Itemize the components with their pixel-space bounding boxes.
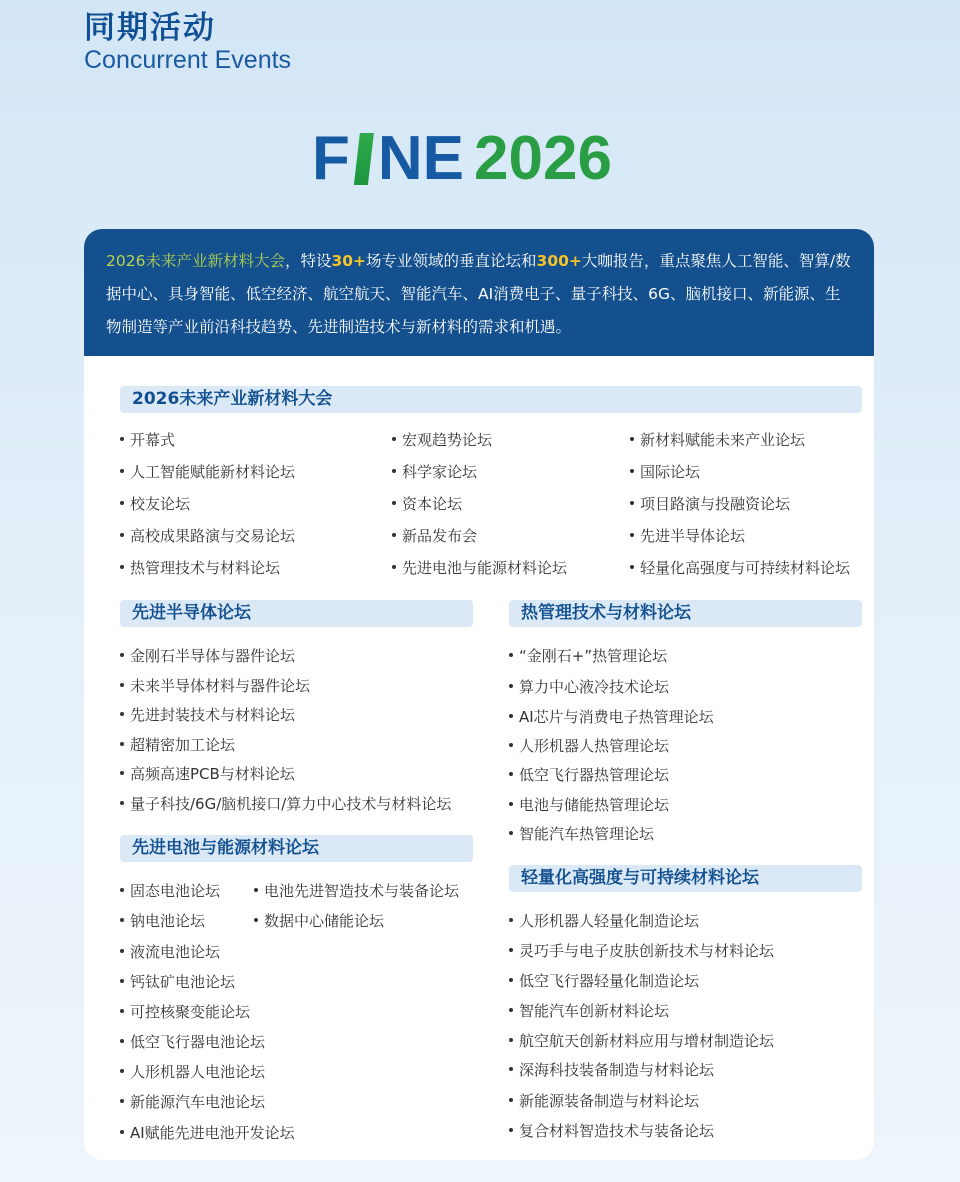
fine-2026-logo [312,124,652,194]
intro-text-1: ，特设 [284,252,332,270]
list-item: 算力中心液冷技术论坛 [509,677,669,697]
list-item: 固态电池论坛 [120,881,220,901]
logo-letters-ne: NE [377,124,465,193]
list-item: 灵巧手与电子皮肤创新技术与材料论坛 [509,941,774,961]
section-title-thermal: 热管理技术与材料论坛 [509,600,862,627]
list-item: AI赋能先进电池开发论坛 [120,1123,295,1143]
intro-forum-count: 30+ [331,252,367,270]
logo-i-mark-icon [354,133,374,185]
intro-text-2: 场专业领域的垂直论坛和 [366,252,537,270]
list-item: 人形机器人电池论坛 [120,1062,265,1082]
list-item: 新品发布会 [392,526,477,546]
list-item: 国际论坛 [630,462,700,482]
list-item: 未来半导体材料与器件论坛 [120,676,310,696]
section-title-main: 2026未来产业新材料大会 [120,386,862,413]
list-item: 电池与储能热管理论坛 [509,795,669,815]
list-item: 人工智能赋能新材料论坛 [120,462,295,482]
list-item: 高频高速PCB与材料论坛 [120,764,295,784]
list-item: 开幕式 [120,430,175,450]
list-item: 电池先进智造技术与装备论坛 [254,881,459,901]
list-item: 人形机器人热管理论坛 [509,736,669,756]
list-item: 钙钛矿电池论坛 [120,972,235,992]
list-item: 低空飞行器轻量化制造论坛 [509,971,699,991]
list-item: 新材料赋能未来产业论坛 [630,430,805,450]
list-item: 低空飞行器热管理论坛 [509,765,669,785]
list-item: 复合材料智造技术与装备论坛 [509,1121,714,1141]
list-item: 金刚石半导体与器件论坛 [120,646,295,666]
list-item: 智能汽车创新材料论坛 [509,1001,669,1021]
intro-conference-name: 2026未来产业新材料大会 [106,252,285,270]
list-item: 资本论坛 [392,494,462,514]
page-subtitle: Concurrent Events [84,46,292,74]
list-item: 深海科技装备制造与材料论坛 [509,1060,714,1080]
list-item: “金刚石+”热管理论坛 [509,646,667,666]
intro-report-count: 300+ [536,252,582,270]
list-item: 热管理技术与材料论坛 [120,558,280,578]
list-item: 超精密加工论坛 [120,735,235,755]
section-title-semiconductor: 先进半导体论坛 [120,600,473,627]
list-item: 可控核聚变能论坛 [120,1002,250,1022]
list-item: 智能汽车热管理论坛 [509,824,654,844]
list-item: 低空飞行器电池论坛 [120,1032,265,1052]
list-item: 科学家论坛 [392,462,477,482]
section-title-lightweight: 轻量化高强度与可持续材料论坛 [509,865,862,892]
list-item: 校友论坛 [120,494,190,514]
list-item: 轻量化高强度与可持续材料论坛 [630,558,850,578]
logo-year: 2026 [474,124,612,193]
list-item: 人形机器人轻量化制造论坛 [509,911,699,931]
list-item: 先进封装技术与材料论坛 [120,705,295,725]
list-item: 新能源汽车电池论坛 [120,1092,265,1112]
list-item: 新能源装备制造与材料论坛 [509,1091,699,1111]
section-title-battery: 先进电池与能源材料论坛 [120,835,473,862]
list-item: 高校成果路演与交易论坛 [120,526,295,546]
page-title: 同期活动 [84,10,216,46]
intro-banner [84,229,874,356]
logo-letter-f: F [312,124,350,193]
list-item: 项目路演与投融资论坛 [630,494,790,514]
list-item: 航空航天创新材料应用与增材制造论坛 [509,1031,774,1051]
list-item: 先进半导体论坛 [630,526,745,546]
list-item: AI芯片与消费电子热管理论坛 [509,707,714,727]
intro-text-3: 大咖报告，重点聚焦人工智能、智算/数据中心、具身智能、低空经济、航空航天、智能汽车、AI消费电子、量子科技、6G、脑机接口、新能源、生物制造等产业前沿科技趋势、先进制造技术与新材料的需求和机遇。 [106,252,851,336]
list-item: 数据中心储能论坛 [254,911,384,931]
list-item: 宏观趋势论坛 [392,430,492,450]
events-card [84,229,874,1160]
list-item: 钠电池论坛 [120,911,205,931]
list-item: 先进电池与能源材料论坛 [392,558,567,578]
list-item: 量子科技/6G/脑机接口/算力中心技术与材料论坛 [120,794,451,814]
list-item: 液流电池论坛 [120,942,220,962]
